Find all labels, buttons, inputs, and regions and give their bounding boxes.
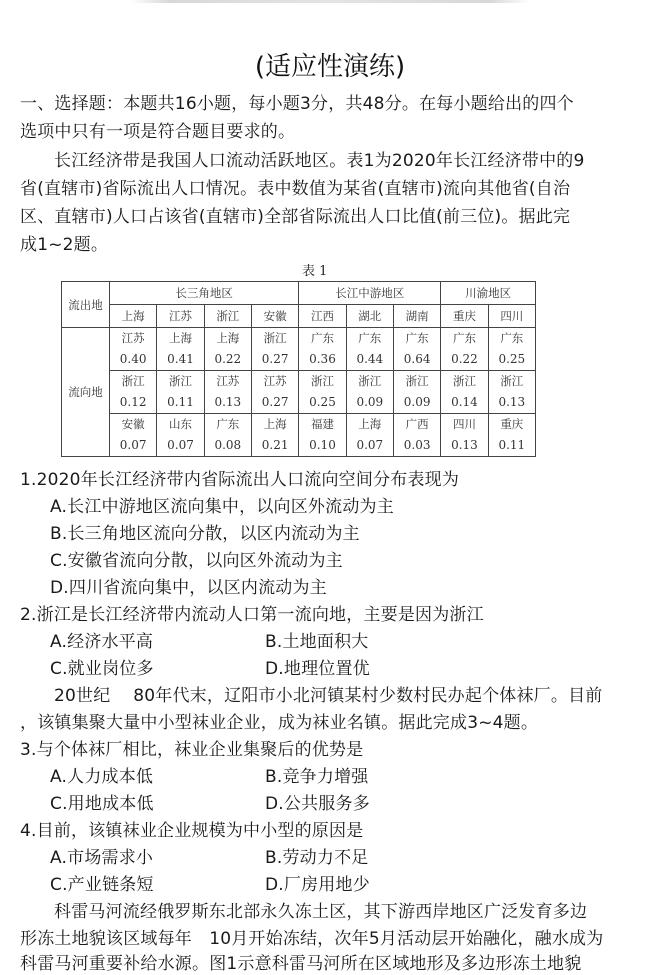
destination-name: 上海 xyxy=(216,331,240,345)
table-cell xyxy=(488,371,535,414)
destination-name: 浙江 xyxy=(310,374,334,388)
ratio-value: 0.09 xyxy=(356,395,384,409)
table-cell xyxy=(441,328,488,371)
destination-name: 四川 xyxy=(452,417,476,431)
q2-option-c: C.就业岗位多 xyxy=(50,659,154,679)
destination-name: 江苏 xyxy=(121,331,145,345)
province-header: 重庆 xyxy=(441,305,488,328)
table-region-row xyxy=(62,282,536,305)
ratio-value: 0.03 xyxy=(403,438,431,452)
q3-option-a: A.人力成本低 xyxy=(50,767,154,787)
table-cell xyxy=(393,414,440,457)
table-cell xyxy=(346,328,393,371)
ratio-value: 0.22 xyxy=(451,352,478,366)
table-cell xyxy=(346,414,393,457)
table-cell xyxy=(157,328,204,371)
destination-name: 浙江 xyxy=(500,374,524,388)
table-cell xyxy=(110,414,157,457)
question-1-stem: 1.2020年长江经济带内省际流出人口流向空间分布表现为 xyxy=(20,470,460,490)
table-1 xyxy=(61,281,536,457)
ratio-value: 0.11 xyxy=(167,395,194,409)
destination-name: 广东 xyxy=(358,331,382,345)
table-cell xyxy=(346,371,393,414)
passage2-line: ，该镇集聚大量中小型袜业企业，成为袜业名镇。据此完成3~4题。 xyxy=(20,713,539,733)
table-cell xyxy=(441,414,488,457)
q1-option-d: D.四川省流向集中，以区内流动为主 xyxy=(50,578,327,598)
table-cell xyxy=(441,371,488,414)
table-cell xyxy=(299,328,346,371)
ratio-value: 0.13 xyxy=(214,395,242,409)
passage2-line: 20世纪 80年代末，辽阳市小北河镇某村少数村民办起个体袜厂。目前 xyxy=(54,686,603,706)
table-cell xyxy=(251,328,298,371)
destination-name: 安徽 xyxy=(121,417,145,431)
ratio-value: 0.13 xyxy=(498,395,526,409)
province-header: 浙江 xyxy=(204,305,251,328)
q4-option-d: D.厂房用地少 xyxy=(265,875,370,895)
outflow-header: 流出地 xyxy=(62,282,110,328)
destination-name: 浙江 xyxy=(168,374,192,388)
question-2-stem: 2.浙江是长江经济带内流动人口第一流向地，主要是因为浙江 xyxy=(20,605,484,625)
ratio-value: 0.09 xyxy=(403,395,431,409)
destination-name: 山东 xyxy=(168,417,192,431)
table-cell xyxy=(299,414,346,457)
destination-name: 广东 xyxy=(500,331,524,345)
province-header: 江西 xyxy=(299,305,346,328)
table-cell xyxy=(251,414,298,457)
province-header: 四川 xyxy=(488,305,535,328)
page-title: (适应性演练) xyxy=(254,52,406,82)
passage1-line: 成1~2题。 xyxy=(20,235,109,255)
table-cell xyxy=(110,371,157,414)
destination-name: 福建 xyxy=(310,417,334,431)
section-header-line: 一、选择题：本题共16小题，每小题3分，共48分。在每小题给出的四个 xyxy=(20,94,574,114)
ratio-value: 0.27 xyxy=(261,352,289,366)
province-header: 上海 xyxy=(110,305,157,328)
table-cell xyxy=(110,328,157,371)
table-caption: 表 1 xyxy=(302,264,328,279)
ratio-value: 0.21 xyxy=(261,438,289,452)
ratio-value: 0.36 xyxy=(309,352,336,366)
table-cell xyxy=(488,414,535,457)
passage3-line: 形冻土地貌该区域每年 10月开始冻结，次年5月活动层开始融化，融水成为 xyxy=(20,929,604,949)
ratio-value: 0.14 xyxy=(451,395,478,409)
destination-name: 浙江 xyxy=(263,331,287,345)
q1-option-c: C.安徽省流向分散，以向区外流动为主 xyxy=(50,551,343,571)
region-header: 长三角地区 xyxy=(110,282,299,305)
q4-option-c: C.产业链条短 xyxy=(50,875,154,895)
q2-option-b: B.土地面积大 xyxy=(265,632,369,652)
q2-option-a: A.经济水平高 xyxy=(50,632,154,652)
cut-off-top-text xyxy=(130,0,530,3)
destination-name: 广东 xyxy=(452,331,476,345)
province-header: 湖南 xyxy=(393,305,440,328)
ratio-value: 0.11 xyxy=(498,438,526,452)
region-header: 川渝地区 xyxy=(441,282,536,305)
table-cell xyxy=(204,371,251,414)
destination-name: 浙江 xyxy=(452,374,476,388)
province-header: 湖北 xyxy=(346,305,393,328)
question-3-stem: 3.与个体袜厂相比，袜业企业集聚后的优势是 xyxy=(20,740,364,760)
ratio-value: 0.25 xyxy=(309,395,336,409)
passage3-line: 科雷马河流经俄罗斯东北部永久冻土区，其下游西岸地区广泛发育多边 xyxy=(54,902,588,922)
q2-option-d: D.地理位置优 xyxy=(265,659,370,679)
province-header: 江苏 xyxy=(157,305,204,328)
ratio-value: 0.64 xyxy=(403,352,431,366)
destination-name: 上海 xyxy=(168,331,192,345)
destination-name: 上海 xyxy=(263,417,287,431)
ratio-value: 0.07 xyxy=(119,438,147,452)
table-cell xyxy=(204,414,251,457)
ratio-value: 0.13 xyxy=(451,438,478,452)
province-header: 安徽 xyxy=(251,305,298,328)
ratio-value: 0.41 xyxy=(167,352,194,366)
ratio-value: 0.22 xyxy=(214,352,242,366)
inflow-header: 流向地 xyxy=(62,328,110,457)
ratio-value: 0.12 xyxy=(119,395,147,409)
table-row xyxy=(62,371,536,414)
destination-name: 上海 xyxy=(358,417,382,431)
destination-name: 广东 xyxy=(216,417,240,431)
table-cell xyxy=(251,371,298,414)
ratio-value: 0.07 xyxy=(356,438,384,452)
passage1-line: 长江经济带是我国人口流动活跃地区。表1为2020年长江经济带中的9 xyxy=(54,151,585,171)
region-header: 长江中游地区 xyxy=(299,282,441,305)
table-cell xyxy=(204,328,251,371)
question-4-stem: 4.目前，该镇袜业企业规模为中小型的原因是 xyxy=(20,821,364,841)
table-cell xyxy=(157,371,204,414)
q3-option-d: D.公共服务多 xyxy=(265,794,370,814)
table-cell xyxy=(157,414,204,457)
ratio-value: 0.40 xyxy=(119,352,147,366)
table-row xyxy=(62,328,536,371)
table-row xyxy=(62,414,536,457)
ratio-value: 0.10 xyxy=(309,438,336,452)
destination-name: 浙江 xyxy=(405,374,429,388)
table-cell xyxy=(393,371,440,414)
table-cell xyxy=(299,371,346,414)
destination-name: 广西 xyxy=(405,417,429,431)
ratio-value: 0.08 xyxy=(214,438,242,452)
ratio-value: 0.25 xyxy=(498,352,526,366)
table-cell xyxy=(393,328,440,371)
q4-option-a: A.市场需求小 xyxy=(50,848,154,868)
ratio-value: 0.27 xyxy=(261,395,289,409)
table-province-row xyxy=(62,305,536,328)
q4-option-b: B.劳动力不足 xyxy=(265,848,369,868)
destination-name: 江苏 xyxy=(263,374,287,388)
destination-name: 浙江 xyxy=(358,374,382,388)
q3-option-c: C.用地成本低 xyxy=(50,794,154,814)
destination-name: 江苏 xyxy=(216,374,240,388)
passage1-line: 省(直辖市)省际流出人口情况。表中数值为某省(直辖市)流向其他省(自治 xyxy=(20,179,571,199)
ratio-value: 0.07 xyxy=(167,438,194,452)
destination-name: 广东 xyxy=(310,331,334,345)
passage3-line: 科雷马河重要补给水源。图1示意科雷马河所在区域地形及多边形冻土地貌 xyxy=(20,954,582,974)
passage1-line: 区、直辖市)人口占该省(直辖市)全部省际流出人口比值(前三位)。据此完 xyxy=(20,207,571,227)
q1-option-b: B.长三角地区流向分散，以区内流动为主 xyxy=(50,524,360,544)
destination-name: 广东 xyxy=(405,331,429,345)
q3-option-b: B.竞争力增强 xyxy=(265,767,369,787)
q1-option-a: A.长江中游地区流向集中，以向区外流动为主 xyxy=(50,497,394,517)
destination-name: 浙江 xyxy=(121,374,145,388)
destination-name: 重庆 xyxy=(500,417,524,431)
ratio-value: 0.44 xyxy=(356,352,384,366)
table-cell xyxy=(488,328,535,371)
section-header-line: 选项中只有一项是符合题目要求的。 xyxy=(20,122,296,142)
